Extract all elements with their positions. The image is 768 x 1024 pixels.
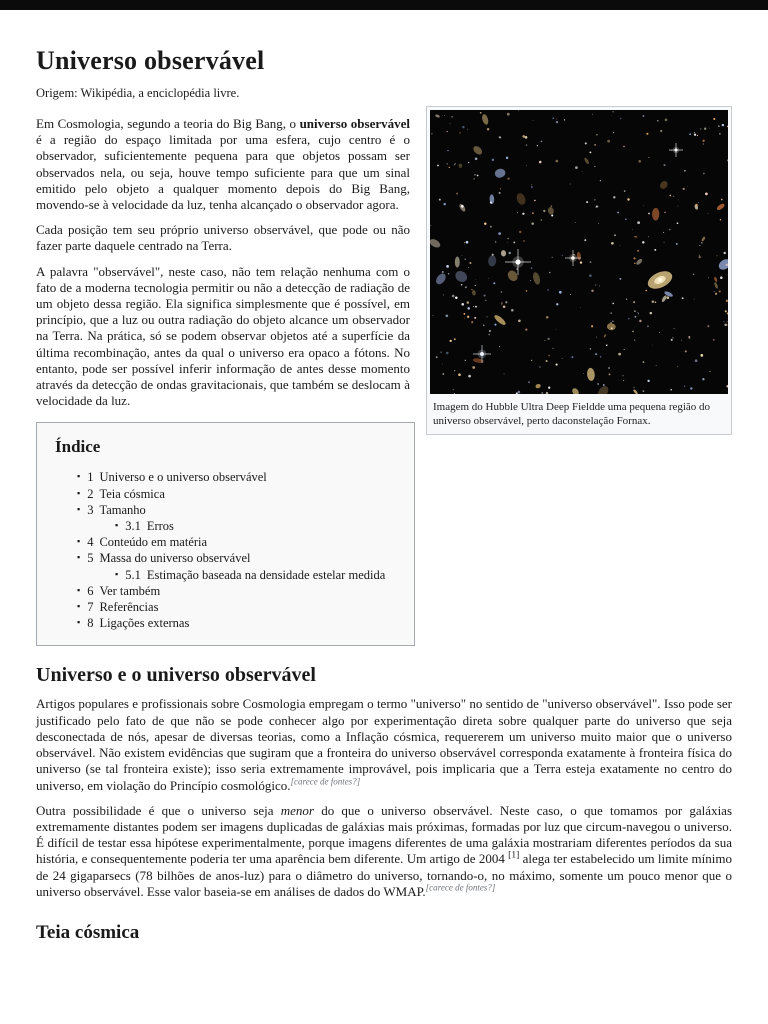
square-bullet-icon: ▪ — [77, 552, 81, 563]
image-caption: Imagem do Hubble Ultra Deep Fieldde uma pequena região do universo observável, perto daconstelação Fornax. — [433, 401, 711, 427]
square-bullet-icon: ▪ — [77, 601, 81, 612]
square-bullet-icon: ▪ — [77, 471, 81, 482]
paragraph-text: alega ter estabelecido um limite mínimo de 24 gigaparsecs (78 bilhões de anos-luz) para o diâmetro do universo, tornando-o, no máximo, somente um pouco menor que o universo observável. Esse valor baseia-se em análises de dados do WMAP. — [36, 851, 733, 899]
toc-item-conteudo[interactable]: ▪ 4 Conteúdo em matéria — [77, 535, 208, 550]
starfield-graphic — [430, 110, 728, 394]
toc-item-tamanho[interactable]: ▪ 3 Tamanho — [77, 502, 146, 517]
table-of-contents — [36, 422, 415, 646]
page-title: Universo observável — [36, 46, 265, 75]
citation-needed-link-2[interactable]: [carece de fontes?] — [425, 882, 496, 893]
hubble-deep-field-image[interactable] — [430, 110, 728, 394]
paragraph-text: Em Cosmologia, segundo a teoria do Big Bang, o — [36, 116, 300, 131]
bold-term-universo-observavel: universo observável — [299, 116, 410, 131]
square-bullet-icon: ▪ — [77, 536, 81, 547]
italic-term-menor: menor — [280, 802, 314, 818]
section-heading-teia-cosmica: Teia cósmica — [36, 921, 140, 943]
toc-item-universo[interactable]: ▪ 1 Universo e o universo observável — [77, 470, 267, 485]
intro-paragraph-3: A palavra "observável", neste caso, não tem relação nenhuma com o fato de a moderna tecnologia permitir ou não a detecção de radiação de um objeto dessa região. Ela significa simplesmente que é possível, em princípio, que a luz ou outra radiação do objeto alcance um observador na Terra. Na prática, só se podem observar objetos até a superfície da última recombinação, antes da qual o universo era opaco a fótons. No entanto, pode ser possível inferir informação de antes desse momento através da detecção de ondas gravitacionais, que também se deslocam à velocidade da luz. — [36, 263, 410, 409]
toc-list — [51, 469, 400, 631]
toc-heading: Índice — [55, 437, 101, 457]
toc-item-referencias[interactable]: ▪ 7 Referências — [77, 600, 159, 615]
square-bullet-icon: ▪ — [115, 520, 119, 531]
toc-item-ligacoes-externas[interactable]: ▪ 8 Ligações externas — [77, 616, 190, 631]
toc-item-erros[interactable]: ▪ 3.1 Erros — [115, 519, 174, 534]
square-bullet-icon: ▪ — [77, 487, 81, 498]
paragraph-text: é a região do espaço limitada por uma esfera, cujo centro é o observador, suficientemente pequena para que objetos possam ser observados nela, ou seja, houve tempo suficiente para que um sinal emitido pelo objeto a qualquer momento depois do Big Bang, movendo-se à velocidade da luz, tenha alcançado o observador agora. — [36, 132, 410, 213]
reference-1-link[interactable]: [1] — [508, 850, 520, 861]
toc-item-estimacao[interactable]: ▪ 5.1 Estimação baseada na densidade estelar medida — [115, 567, 386, 582]
wikipedia-article-page — [0, 46, 768, 944]
square-bullet-icon: ▪ — [77, 617, 81, 628]
toc-item-massa[interactable]: ▪ 5 Massa do universo observável — [77, 551, 251, 566]
square-bullet-icon: ▪ — [77, 584, 81, 595]
paragraph-text: Artigos populares e profissionais sobre Cosmologia empregam o termo "universo" no sentido de "universo observável". Isso pode ser justificado pelo fato de que não se pode conhecer algo por experimentação direta sobre qualquer parte do universo que seja desconectada de nós, apesar de diversas teorias, como a Inflação cósmica, requererem um universo muito maior que o universo observável. Não existem evidências que sugiram que a fronteira do universo observável corresponda exatamente à fronteira física do universo (se tal fronteira existe); isso seria extremamente improvável, pois implicaria que a Terra esteja exatamente no centro do universo, em violação do Princípio cosmológico. — [36, 696, 732, 793]
paragraph-text: do que o universo observável. Neste caso, o que tomamos por galáxias extremamente distantes podem ser imagens duplicadas de galáxias mais próximas, formadas por luz que circum-navegou o universo. É difícil de testar essa hipótese experimentalmente, porque imagens diferentes de uma galáxia mostrariam diferentes períodos da sua história, e consequentemente poderia ter uma aparência bem diferente. Um artigo de 2004 — [36, 802, 733, 867]
origin-line: Origem: Wikipédia, a enciclopédia livre. — [36, 86, 240, 100]
square-bullet-icon: ▪ — [115, 568, 119, 579]
square-bullet-icon: ▪ — [77, 503, 81, 514]
citation-needed-link[interactable]: [carece de fontes?] — [290, 776, 361, 787]
paragraph-text: Outra possibilidade é que o universo seja — [36, 802, 281, 818]
top-black-bar — [0, 0, 768, 10]
toc-item-teia-cosmica[interactable]: ▪ 2 Teia cósmica — [77, 486, 165, 501]
toc-item-ver-tambem[interactable]: ▪ 6 Ver também — [77, 583, 161, 598]
intro-paragraph-2: Cada posição tem seu próprio universo observável, que pode ou não fazer parte daquele centrado na Terra. — [36, 222, 410, 254]
section1-paragraph-2 — [36, 803, 732, 900]
article-thumbnail — [426, 106, 732, 435]
section1-paragraph-1 — [36, 696, 732, 793]
section-heading-universo-e-o-universo-observavel: Universo e o universo observável — [36, 664, 316, 687]
